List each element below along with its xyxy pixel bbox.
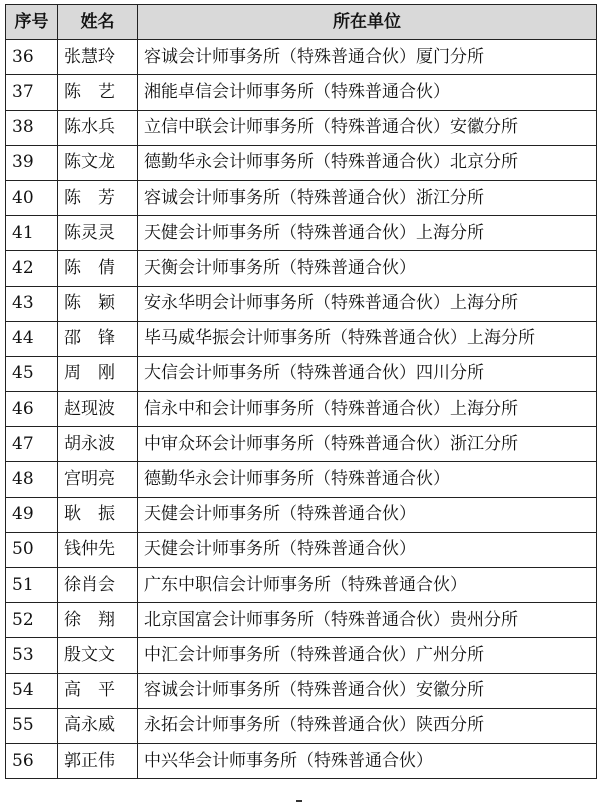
work-unit: 容诚会计师事务所（特殊普通合伙）厦门分所: [138, 40, 597, 75]
work-unit: 天健会计师事务所（特殊普通合伙）: [138, 532, 597, 567]
table-row: [6, 145, 597, 180]
table-row: [6, 638, 597, 673]
table-row: [6, 75, 597, 110]
row-number: 44: [6, 321, 58, 356]
person-name: 周 刚: [58, 356, 138, 391]
table-header: [6, 5, 597, 40]
row-number: 54: [6, 673, 58, 708]
person-name: 胡永波: [58, 427, 138, 462]
table-row: [6, 673, 597, 708]
work-unit: 中汇会计师事务所（特殊普通合伙）广州分所: [138, 638, 597, 673]
table-row: [6, 356, 597, 391]
row-number: 49: [6, 497, 58, 532]
work-unit: 毕马威华振会计师事务所（特殊普通合伙）上海分所: [138, 321, 597, 356]
work-unit: 天衡会计师事务所（特殊普通合伙）: [138, 251, 597, 286]
table-row: [6, 532, 597, 567]
person-name: 高 平: [58, 673, 138, 708]
person-name: 邵 锋: [58, 321, 138, 356]
table-row: [6, 286, 597, 321]
row-number: 48: [6, 462, 58, 497]
header-unit: 所在单位: [138, 5, 597, 40]
person-name: 郭正伟: [58, 743, 138, 778]
header-no: 序号: [6, 5, 58, 40]
work-unit: 中审众环会计师事务所（特殊普通合伙）浙江分所: [138, 427, 597, 462]
person-name: 徐肖会: [58, 568, 138, 603]
row-number: 56: [6, 743, 58, 778]
work-unit: 容诚会计师事务所（特殊普通合伙）安徽分所: [138, 673, 597, 708]
row-number: 50: [6, 532, 58, 567]
work-unit: 大信会计师事务所（特殊普通合伙）四川分所: [138, 356, 597, 391]
row-number: 51: [6, 568, 58, 603]
page-mark: [296, 800, 302, 802]
header-name: 姓名: [58, 5, 138, 40]
row-number: 46: [6, 392, 58, 427]
table-row: [6, 497, 597, 532]
person-name: 耿 振: [58, 497, 138, 532]
work-unit: 信永中和会计师事务所（特殊普通合伙）上海分所: [138, 392, 597, 427]
row-number: 39: [6, 145, 58, 180]
row-number: 41: [6, 216, 58, 251]
work-unit: 中兴华会计师事务所（特殊普通合伙）: [138, 743, 597, 778]
work-unit: 德勤华永会计师事务所（特殊普通合伙）北京分所: [138, 145, 597, 180]
person-name: 陈水兵: [58, 110, 138, 145]
table-row: [6, 180, 597, 215]
table-row: [6, 251, 597, 286]
table-row: [6, 743, 597, 778]
table-row: [6, 603, 597, 638]
person-name: 陈 倩: [58, 251, 138, 286]
table-row: [6, 40, 597, 75]
person-name: 徐 翔: [58, 603, 138, 638]
person-name: 陈灵灵: [58, 216, 138, 251]
row-number: 40: [6, 180, 58, 215]
roster-table: [5, 4, 597, 779]
work-unit: 容诚会计师事务所（特殊普通合伙）浙江分所: [138, 180, 597, 215]
row-number: 43: [6, 286, 58, 321]
table-row: [6, 392, 597, 427]
work-unit: 北京国富会计师事务所（特殊普通合伙）贵州分所: [138, 603, 597, 638]
row-number: 36: [6, 40, 58, 75]
person-name: 殷文文: [58, 638, 138, 673]
work-unit: 安永华明会计师事务所（特殊普通合伙）上海分所: [138, 286, 597, 321]
person-name: 高永威: [58, 708, 138, 743]
person-name: 钱仲先: [58, 532, 138, 567]
row-number: 37: [6, 75, 58, 110]
row-number: 53: [6, 638, 58, 673]
table-row: [6, 568, 597, 603]
table-row: [6, 216, 597, 251]
table-row: [6, 110, 597, 145]
row-number: 47: [6, 427, 58, 462]
work-unit: 德勤华永会计师事务所（特殊普通合伙）: [138, 462, 597, 497]
work-unit: 立信中联会计师事务所（特殊普通合伙）安徽分所: [138, 110, 597, 145]
person-name: 陈 芳: [58, 180, 138, 215]
person-name: 陈 颖: [58, 286, 138, 321]
table-row: [6, 321, 597, 356]
work-unit: 广东中职信会计师事务所（特殊普通合伙）: [138, 568, 597, 603]
row-number: 45: [6, 356, 58, 391]
row-number: 38: [6, 110, 58, 145]
table-row: [6, 427, 597, 462]
row-number: 55: [6, 708, 58, 743]
table-row: [6, 462, 597, 497]
person-name: 陈文龙: [58, 145, 138, 180]
person-name: 陈 艺: [58, 75, 138, 110]
header-row: [6, 5, 597, 40]
work-unit: 天健会计师事务所（特殊普通合伙）: [138, 497, 597, 532]
person-name: 张慧玲: [58, 40, 138, 75]
row-number: 42: [6, 251, 58, 286]
person-name: 宫明亮: [58, 462, 138, 497]
work-unit: 湘能卓信会计师事务所（特殊普通合伙）: [138, 75, 597, 110]
person-name: 赵现波: [58, 392, 138, 427]
table-body: [6, 40, 597, 779]
work-unit: 天健会计师事务所（特殊普通合伙）上海分所: [138, 216, 597, 251]
work-unit: 永拓会计师事务所（特殊普通合伙）陕西分所: [138, 708, 597, 743]
table-row: [6, 708, 597, 743]
row-number: 52: [6, 603, 58, 638]
